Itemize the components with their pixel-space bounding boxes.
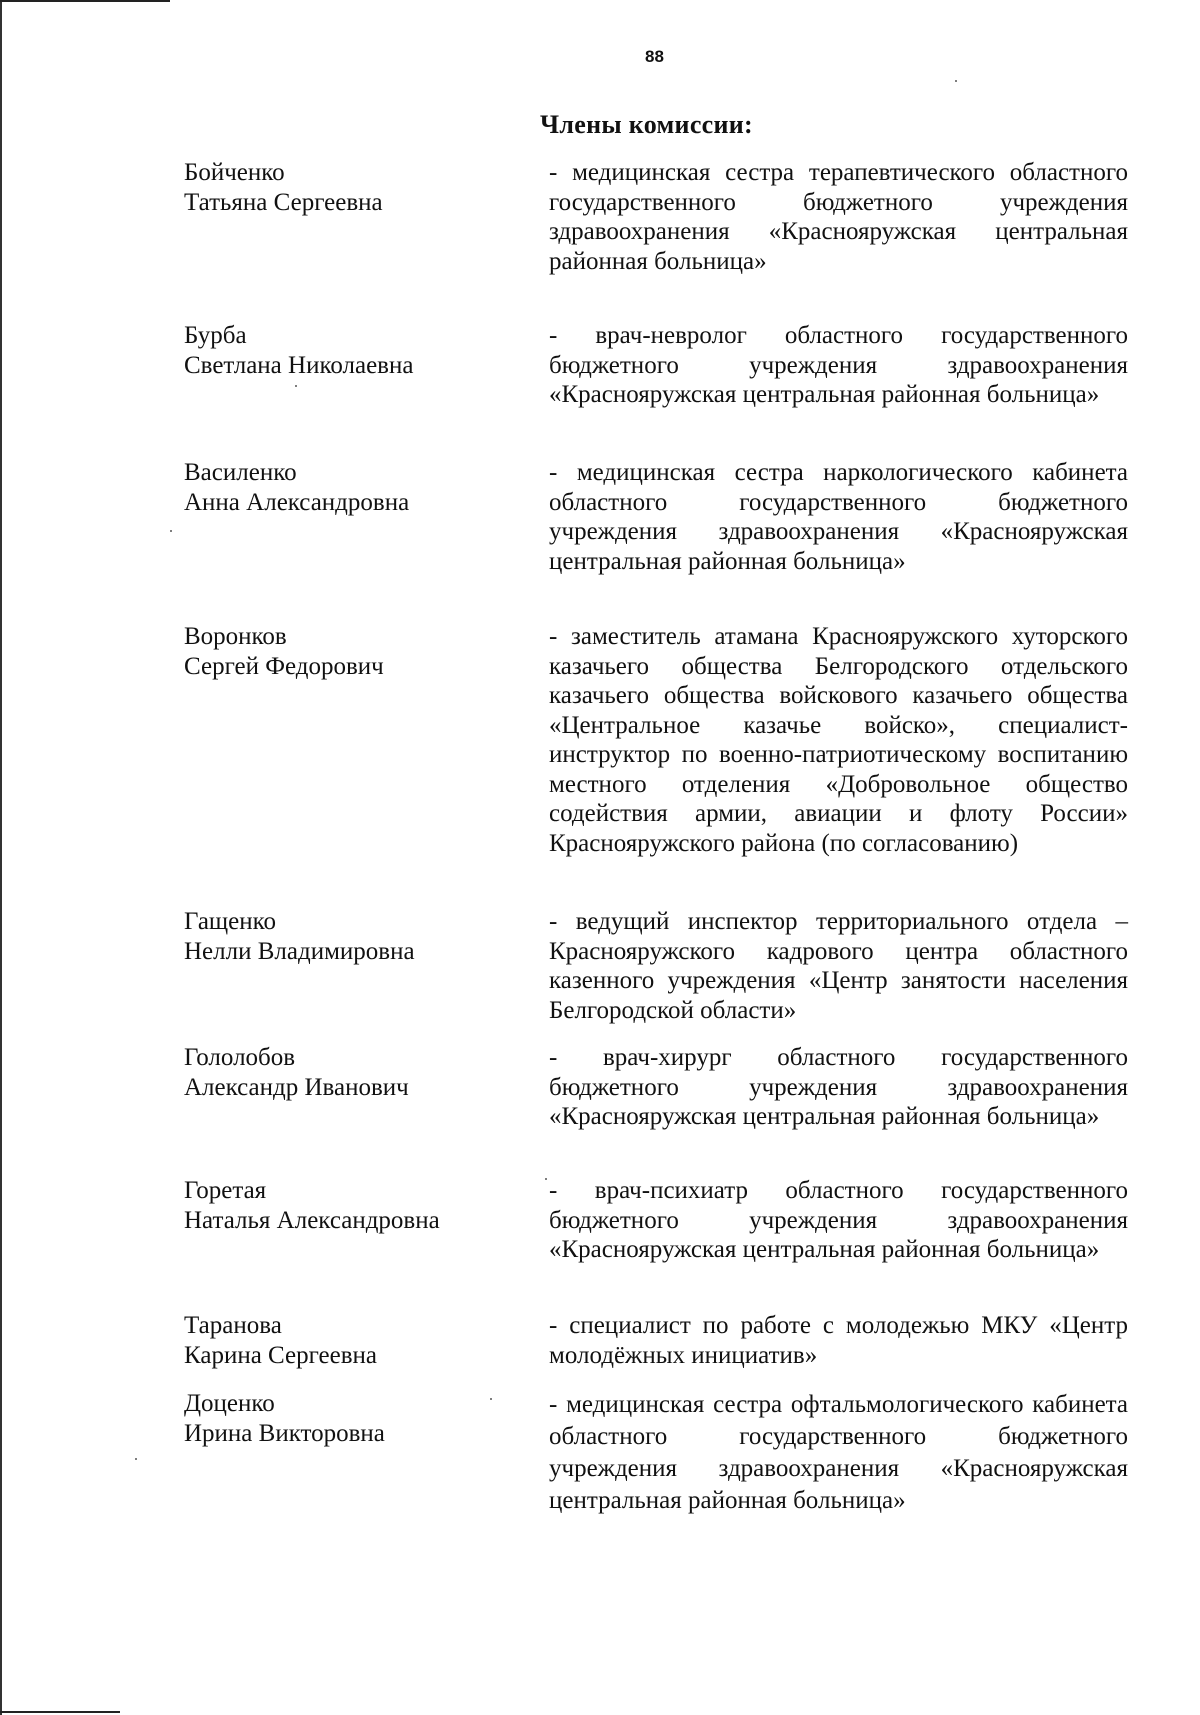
member-surname: Василенко xyxy=(184,459,297,486)
member-given-names: Ирина Викторовна xyxy=(184,1419,385,1447)
member-name xyxy=(184,1311,514,1370)
member-given-names: Нелли Владимировна xyxy=(184,937,415,965)
page-number: 88 xyxy=(645,47,664,66)
member-surname: Бойченко xyxy=(184,159,285,186)
scan-speck xyxy=(955,80,957,82)
scan-left-edge xyxy=(0,0,2,1715)
member-surname: Горетая xyxy=(184,1177,267,1204)
member-name xyxy=(184,1043,514,1102)
member-given-names: Татьяна Сергеевна xyxy=(184,188,383,216)
member-name xyxy=(184,907,514,966)
scan-speck xyxy=(170,530,172,532)
member-given-names: Александр Иванович xyxy=(184,1073,409,1101)
scan-speck xyxy=(135,1458,137,1460)
member-surname: Таранова xyxy=(184,1312,282,1339)
member-role: - ведущий инспектор территориального отдела – Краснояружского кадрового центра областного казенного учреждения «Центр занятости населения Белгородской области» xyxy=(549,908,1128,1024)
member-role: - заместитель атамана Краснояружского хуторского казачьего общества Белгородского отдельского казачьего общества войскового казачьего общества «Центральное казачье войско», специалист-инструктор по военно-патриотическому воспитанию местного отделения «Добровольное общество содействия армии, авиации и флоту России» Краснояружского района (по согласованию) xyxy=(549,623,1128,857)
member-surname: Доценко xyxy=(184,1390,275,1417)
member-surname: Воронков xyxy=(184,623,287,650)
member-given-names: Карина Сергеевна xyxy=(184,1341,378,1369)
member-role: - медицинская сестра наркологического кабинета областного государственного бюджетного учреждения здравоохранения «Краснояружская центральная районная больница» xyxy=(549,459,1128,575)
member-role: - врач-невролог областного государственного бюджетного учреждения здравоохранения «Краснояружская центральная районная больница» xyxy=(549,322,1128,408)
member-role: - специалист по работе с молодежью МКУ «Центр молодёжных инициатив» xyxy=(549,1312,1128,1369)
member-name xyxy=(184,1176,514,1235)
member-role: - медицинская сестра терапевтического областного государственного бюджетного учреждения здравоохранения «Краснояружская центральная районная больница» xyxy=(549,159,1128,275)
member-name xyxy=(184,458,514,517)
member-role: - врач-хирург областного государственного бюджетного учреждения здравоохранения «Краснояружская центральная районная больница» xyxy=(549,1044,1128,1130)
member-role: - медицинская сестра офтальмологического кабинета областного государственного бюджетного учреждения здравоохранения «Краснояружская центральная районная больница» xyxy=(549,1391,1128,1514)
section-title: Члены комиссии: xyxy=(540,110,754,139)
member-surname: Гащенко xyxy=(184,908,277,935)
scan-top-border xyxy=(0,0,170,2)
member-given-names: Сергей Федорович xyxy=(184,652,384,680)
member-name xyxy=(184,1389,514,1448)
member-name xyxy=(184,622,514,681)
member-surname: Гололобов xyxy=(184,1044,296,1071)
member-name xyxy=(184,321,514,380)
scan-speck xyxy=(490,1398,492,1400)
scan-speck xyxy=(295,385,297,387)
scan-speck xyxy=(545,1178,547,1180)
member-given-names: Наталья Александровна xyxy=(184,1206,440,1234)
member-role: - врач-психиатр областного государственного бюджетного учреждения здравоохранения «Краснояружская центральная районная больница» xyxy=(549,1177,1128,1263)
scan-bottom-border xyxy=(0,1711,120,1713)
member-given-names: Светлана Николаевна xyxy=(184,351,414,379)
member-surname: Бурба xyxy=(184,322,247,349)
member-name xyxy=(184,158,514,217)
member-given-names: Анна Александровна xyxy=(184,488,410,516)
